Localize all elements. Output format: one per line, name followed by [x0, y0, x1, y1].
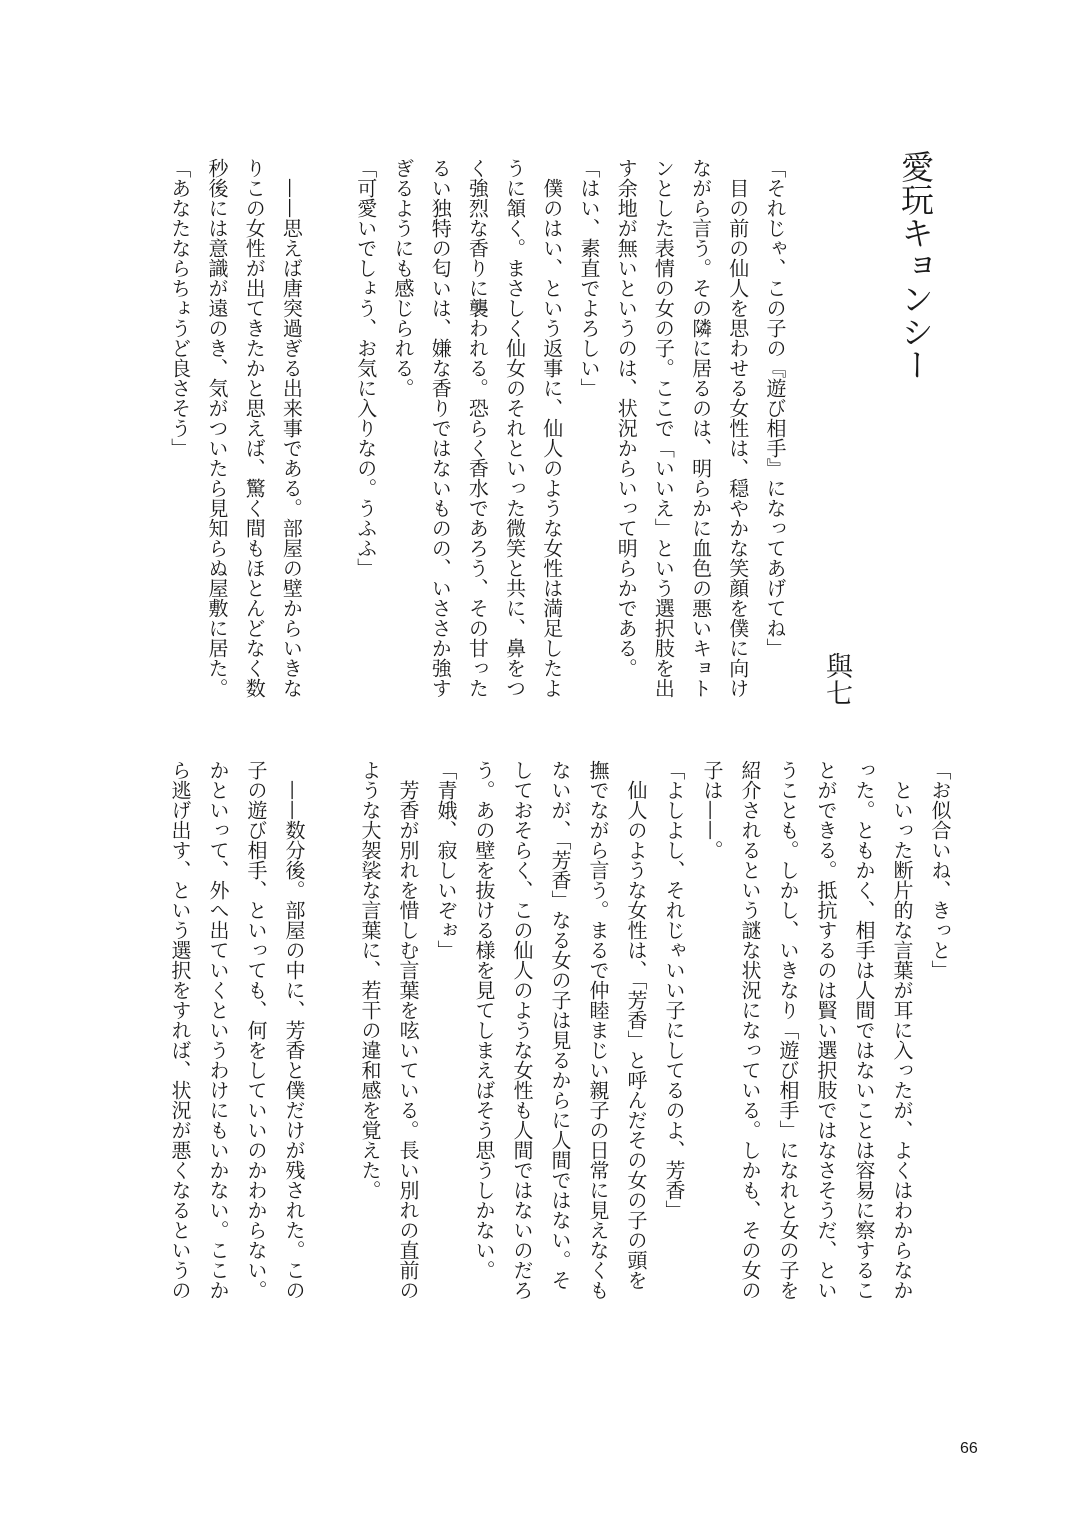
text-column: った。ともかく、相手は人間ではないことは容易に察するこ: [852, 760, 876, 1300]
text-column: ンとした表情の女の子。ここで「いいえ」という選択肢を出: [651, 158, 676, 698]
text-column: ような大袈裟な言葉に、若干の違和感を覚えた。: [358, 760, 382, 1200]
text-column: 「あなたならちょうど良さそう」: [167, 158, 192, 458]
text-column: ら逃げ出す、という選択をすれば、状況が悪くなるというの: [168, 760, 192, 1300]
text-column: ぎるようにも感じられる。: [391, 158, 415, 398]
text-column: う。あの壁を抜ける様を見てしまえばそう思うしかない。: [472, 760, 496, 1280]
text-column: く強烈な香りに襲われる。恐らく香水であろう、その甘った: [465, 158, 490, 698]
text-column: うことも。しかし、いきなり「遊び相手」になれと女の子を: [776, 760, 800, 1300]
text-column: ——数分後。部屋の中に、芳香と僕だけが残された。この: [282, 780, 306, 1300]
text-column: といった断片的な言葉が耳に入ったが、よくはわからなか: [890, 780, 914, 1300]
text-column: 撫でながら言う。まるで仲睦まじい親子の日常に見えなくも: [586, 760, 610, 1300]
text-column: 僕のはい、という返事に、仙人のような女性は満足したよ: [539, 178, 564, 698]
text-column: 紹介されるという謎な状況になっている。しかも、その女の: [738, 760, 762, 1300]
story-title: 愛玩キョンシー: [896, 150, 935, 381]
text-column: 「お似合いね、きっと」: [928, 760, 952, 980]
text-column: ながら言う。その隣に居るのは、明らかに血色の悪いキョト: [688, 158, 713, 698]
text-column: 「それじゃ、この子の『遊び相手』になってあげてね」: [763, 158, 787, 658]
text-column: ——思えば唐突過ぎる出来事である。部屋の壁からいきな: [279, 178, 304, 698]
text-column: りこの女性が出てきたかと思えば、驚く間もほとんどなく数: [242, 158, 267, 698]
page-number: 66: [960, 1440, 978, 1457]
text-column: かといって、外へ出ていくというわけにもいかない。ここか: [206, 760, 230, 1300]
text-column: るい独特の匂いは、嫌な香りではないものの、いささか強す: [428, 158, 453, 698]
text-column: 子は——。: [700, 760, 724, 860]
text-column: 「よしよし、それじゃいい子にしてるのよ、芳香」: [662, 760, 686, 1220]
author-name: 與七: [821, 652, 852, 706]
text-column: 「はい、素直でよろしい」: [577, 158, 601, 398]
text-column: とができる。抵抗するのは賢い選択肢ではなさそうだ、とい: [814, 760, 838, 1300]
text-column: うに頷く。まさしく仙女のそれといった微笑と共に、鼻をつ: [502, 158, 527, 698]
text-column: す余地が無いというのは、状況からいって明らかである。: [614, 158, 639, 678]
text-column: 目の前の仙人を思わせる女性は、穏やかな笑顔を僕に向け: [725, 178, 750, 698]
text-column: 「可愛いでしょう、お気に入りなの。うふふ」: [353, 158, 378, 578]
text-column: 「青娥、寂しいぞぉ」: [434, 760, 458, 960]
text-column: 仙人のような女性は、「芳香」と呼んだその女の子の頭を: [624, 780, 648, 1290]
text-column: 芳香が別れを惜しむ言葉を呟いている。長い別れの直前の: [396, 780, 420, 1300]
text-column: 子の遊び相手、といっても、何をしていいのかわからない。: [244, 760, 268, 1300]
text-column: 秒後には意識が遠のき、気がついたら見知らぬ屋敷に居た。: [205, 158, 229, 698]
text-column: ないが、「芳香」なる女の子は見るからに人間ではない。そ: [548, 760, 572, 1290]
text-column: しておそらく、この仙人のような女性も人間ではないのだろ: [510, 760, 534, 1300]
